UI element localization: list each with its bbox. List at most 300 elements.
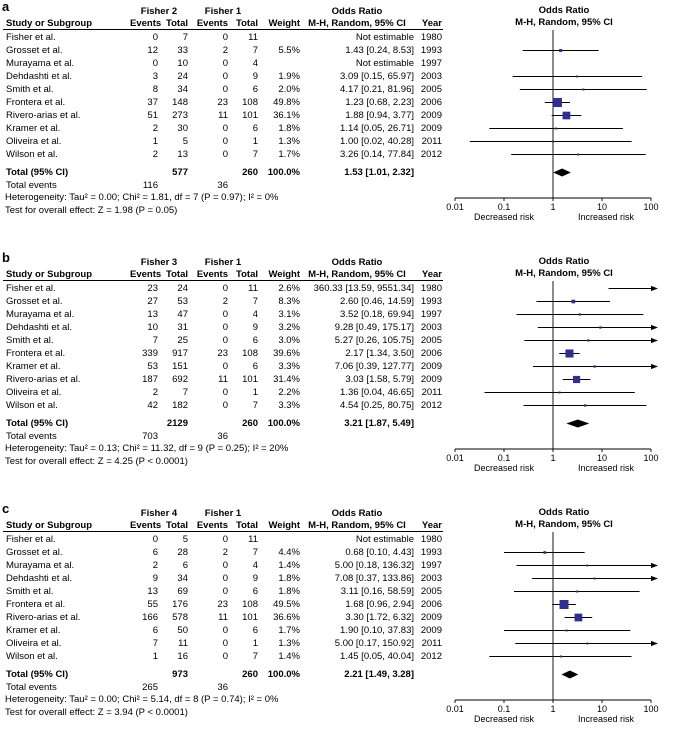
events2-value: 0 [222,638,228,649]
effect-square [582,89,584,91]
year-value: 2006 [420,348,442,359]
plot-ci-method-header: M-H, Random, 95% CI [515,17,613,28]
events2-value: 0 [222,149,228,160]
ci-value: 1.43 [0.24, 8.53] [345,45,414,56]
study-row [0,559,442,572]
header-divider [3,531,443,532]
group1-header: Fisher 3 [140,257,178,268]
total1-value: 7 [182,387,188,398]
ci-value: 3.11 [0.16, 58.59] [340,586,414,597]
ci-value: 1.68 [0.96, 2.94] [345,599,414,610]
weight-value: 1.8% [278,573,300,584]
weight-sum: 100.0% [267,167,300,178]
events1-value: 0 [152,534,158,545]
study-name: Kramer et al. [6,123,61,134]
total-events2: 36 [217,682,228,693]
heterogeneity-text: Heterogeneity: Tau² = 0.13; Chi² = 11.32, df = 9 (P = 0.25); I² = 20% [5,443,289,454]
total1-value: 25 [177,335,188,346]
total2-value: 101 [242,374,258,385]
events2-value: 0 [222,651,228,662]
study-name: Grosset et al. [6,296,63,307]
total1-sum: 577 [172,167,188,178]
year-value: 2003 [420,573,442,584]
forest-panel-a [0,1,685,250]
odds-ratio-header: Odds Ratio [331,6,383,17]
total1-value: 16 [177,651,188,662]
weight-value: 3.3% [278,361,300,372]
total2-value: 7 [252,547,258,558]
events2-value: 0 [222,32,228,43]
axis-tick-label: 100 [643,704,659,714]
events1-value: 3 [152,71,158,82]
total-events-row [0,179,442,192]
total1-value: 578 [172,612,188,623]
ci-value: 1.36 [0.04, 46.65] [340,387,414,398]
total-events1: 703 [142,431,158,442]
effect-square [586,565,588,567]
ci-value: 1.45 [0.05, 40.04] [340,651,414,662]
study-name: Smith et al. [6,335,54,346]
total1-value: 692 [172,374,188,385]
total1-value: 273 [172,110,188,121]
events1-value: 12 [147,45,158,56]
total-row [0,417,442,430]
ci-value: 360.33 [13.59, 9551.34] [313,283,414,294]
weight-value: 3.2% [278,322,300,333]
ci-arrow-right [651,364,658,369]
events1-value: 187 [142,374,158,385]
total2-sum: 260 [242,418,258,429]
forest-plot-canvas [443,1,685,250]
axis-tick-label: 0.01 [446,202,464,212]
study-name: Frontera et al. [6,97,66,108]
events2-value: 0 [222,136,228,147]
effect-square [575,614,583,622]
study-row [0,148,442,161]
study-name: Fisher et al. [6,534,56,545]
total1-value: 53 [177,296,188,307]
events1-value: 339 [142,348,158,359]
study-row [0,83,442,96]
study-name: Smith et al. [6,586,54,597]
ci-value: 4.17 [0.21, 81.96] [340,84,414,95]
study-name: Kramer et al. [6,361,61,372]
year-value: 2011 [421,638,442,649]
total-ci-value: 1.53 [1.01, 2.32] [344,167,414,178]
ci-value: 3.09 [0.15, 65.97] [340,71,414,82]
ci-arrow-right [651,641,658,646]
events1-value: 7 [152,335,158,346]
total-diamond [566,420,589,428]
weight-value: 36.6% [273,612,300,623]
study-name: Frontera et al. [6,348,66,359]
study-name: Dehdashti et al. [6,71,73,82]
plot-ci-method-header: M-H, Random, 95% CI [515,268,613,279]
effect-square [573,376,580,383]
ci-value: 1.23 [0.68, 2.23] [345,97,414,108]
weight-col-header: Weight [268,520,300,531]
study-row [0,611,442,624]
ci-value: 7.08 [0.37, 133.86] [334,573,414,584]
events1-value: 6 [152,547,158,558]
ci-value: 1.88 [0.94, 3.77] [345,110,414,121]
events1-value: 7 [152,638,158,649]
ci-col-header: M-H, Random, 95% CI [308,269,406,280]
study-row [0,109,442,122]
study-name: Murayama et al. [6,58,75,69]
year-value: 1997 [420,309,442,320]
total1-value: 28 [177,547,188,558]
weight-value: 31.4% [273,374,300,385]
total2-value: 6 [252,625,258,636]
overall-effect-text: Test for overall effect: Z = 4.25 (P < 0.0001) [5,456,188,467]
events1-value: 2 [152,149,158,160]
total-events1: 265 [142,682,158,693]
study-row [0,386,442,399]
total2-value: 7 [252,149,258,160]
year-col-header: Year [421,520,442,531]
total-row [0,668,442,681]
ci-value: 0.68 [0.10, 4.43] [345,547,414,558]
weight-value: 8.3% [278,296,300,307]
header-divider [3,280,443,281]
group1-header: Fisher 2 [140,6,178,17]
study-row [0,572,442,585]
study-name: Grosset et al. [6,547,63,558]
ci-value: 1.14 [0.05, 26.71] [340,123,414,134]
events2-value: 0 [222,361,228,372]
weight-value: 5.5% [278,45,300,56]
weight-value: 49.8% [273,97,300,108]
effect-square [543,551,546,554]
events2-value: 2 [222,296,228,307]
weight-sum: 100.0% [267,669,300,680]
events1-value: 0 [152,58,158,69]
panel-letter: c [2,501,10,516]
study-row [0,585,442,598]
total2-value: 108 [242,599,258,610]
total-row [0,166,442,179]
total2-value: 108 [242,348,258,359]
year-value: 1993 [420,547,442,558]
study-row [0,295,442,308]
events1-value: 2 [152,387,158,398]
weight-value: 1.3% [278,136,300,147]
ci-value: Not estimable [355,58,414,69]
study-name: Dehdashti et al. [6,573,73,584]
total2-value: 11 [248,534,258,545]
total2-value: 1 [252,638,258,649]
events1-value: 27 [147,296,158,307]
study-row [0,360,442,373]
odds-ratio-header: Odds Ratio [331,508,383,519]
year-value: 2011 [421,387,442,398]
total-ci-value: 3.21 [1.87, 5.49] [344,418,414,429]
total-label: Total (95% CI) [6,669,69,680]
study-name: Oliveira et al. [6,136,62,147]
year-value: 2009 [420,123,442,134]
panel-letter: a [2,0,10,14]
total1-value: 917 [172,348,188,359]
axis-right-label: Increased risk [577,212,635,222]
events1-col-header: Events [130,269,162,280]
total2-value: 6 [252,586,258,597]
study-row [0,308,442,321]
total1-col-header: Total [166,18,188,29]
ci-value: 5.00 [0.17, 150.92] [334,638,414,649]
study-name: Frontera et al. [6,599,66,610]
axis-tick-label: 0.01 [446,704,464,714]
axis-right-label: Increased risk [577,714,635,724]
year-value: 1980 [420,534,442,545]
year-value: 1997 [420,560,442,571]
study-name: Wilson et al. [6,400,58,411]
year-value: 2005 [420,84,442,95]
total1-value: 6 [182,560,188,571]
overall-effect-text: Test for overall effect: Z = 1.98 (P = 0.05) [5,205,178,216]
events1-value: 0 [152,32,158,43]
study-name: Fisher et al. [6,283,56,294]
axis-left-label: Decreased risk [473,463,535,473]
total2-value: 9 [252,322,258,333]
total2-value: 6 [252,335,258,346]
events1-value: 6 [152,625,158,636]
year-value: 2003 [420,322,442,333]
total1-value: 182 [172,400,188,411]
events2-value: 0 [222,387,228,398]
total2-value: 7 [252,296,258,307]
year-value: 2009 [420,612,442,623]
ci-col-header: M-H, Random, 95% CI [308,520,406,531]
total1-value: 5 [182,136,188,147]
forest-plot-canvas [443,503,685,752]
year-value: 2009 [420,110,442,121]
axis-right-label: Increased risk [577,463,635,473]
weight-value [258,533,300,546]
axis-tick-label: 10 [596,453,608,463]
total2-value: 4 [252,58,258,69]
plot-ci-method-header: M-H, Random, 95% CI [515,519,613,530]
total-diamond [561,671,578,679]
ci-value: 5.00 [0.18, 136.32] [334,560,414,571]
axis-tick-label: 0.1 [497,453,511,463]
ci-value: Not estimable [355,534,414,545]
axis-tick-label: 1 [550,704,556,714]
total-ci-value: 2.21 [1.49, 3.28] [344,669,414,680]
events1-value: 53 [147,361,158,372]
study-name: Murayama et al. [6,560,75,571]
study-row [0,624,442,637]
year-value: 2006 [420,599,442,610]
heterogeneity-text: Heterogeneity: Tau² = 0.00; Chi² = 1.81, df = 7 (P = 0.97); I² = 0% [5,192,279,203]
total1-value: 47 [177,309,188,320]
weight-col-header: Weight [268,269,300,280]
events2-value: 0 [222,71,228,82]
total1-value: 24 [177,71,188,82]
total-events-label: Total events [6,431,57,442]
total1-value: 176 [172,599,188,610]
ci-value: 2.17 [1.34, 3.50] [345,348,414,359]
total1-value: 13 [177,149,188,160]
year-value: 2006 [420,97,442,108]
effect-square [593,365,595,367]
year-value: 1980 [420,283,442,294]
study-row [0,546,442,559]
year-value: 2003 [420,71,442,82]
events1-value: 51 [147,110,158,121]
ci-value: 2.60 [0.46, 14.59] [340,296,414,307]
events2-value: 0 [222,560,228,571]
total1-value: 148 [172,97,188,108]
total2-col-header: Total [236,520,258,531]
total2-value: 4 [252,560,258,571]
effect-square [576,591,578,593]
events2-value: 23 [217,348,228,359]
events1-col-header: Events [130,520,162,531]
total1-sum: 973 [172,669,188,680]
study-name: Rivero-arias et al. [6,374,81,385]
study-name: Rivero-arias et al. [6,110,81,121]
effect-square [560,656,562,658]
effect-square [599,326,601,328]
events1-value: 1 [152,136,158,147]
weight-value: 36.1% [273,110,300,121]
weight-value: 1.4% [278,651,300,662]
effect-square [571,300,575,304]
weight-value: 2.2% [278,387,300,398]
year-value: 2009 [420,374,442,385]
total-events-label: Total events [6,180,57,191]
events1-value: 9 [152,573,158,584]
ci-value: 4.54 [0.25, 80.75] [340,400,414,411]
events2-value: 11 [218,612,228,623]
study-name: Smith et al. [6,84,54,95]
axis-tick-label: 1 [550,453,556,463]
study-name: Fisher et al. [6,32,56,43]
events2-value: 2 [222,547,228,558]
plot-odds-ratio-header: Odds Ratio [538,507,590,518]
total-events-label: Total events [6,682,57,693]
weight-value: 1.4% [278,560,300,571]
study-row [0,31,442,44]
group2-header: Fisher 1 [204,6,242,17]
total2-value: 1 [252,136,258,147]
axis-tick-label: 10 [596,202,608,212]
events1-value: 13 [147,586,158,597]
weight-value: 3.1% [278,309,300,320]
events2-value: 11 [218,110,228,121]
total1-value: 34 [177,573,188,584]
year-value: 2012 [420,400,442,411]
study-row [0,96,442,109]
total2-value: 9 [252,573,258,584]
effect-square [586,643,588,645]
events2-value: 2 [222,45,228,56]
study-name: Wilson et al. [6,149,58,160]
year-value: 2005 [420,335,442,346]
ci-value: 3.26 [0.14, 77.84] [340,149,414,160]
events1-value: 23 [147,283,158,294]
total1-value: 7 [182,32,188,43]
total2-value: 4 [252,309,258,320]
events1-value: 8 [152,84,158,95]
ci-value: 3.30 [1.72, 6.32] [345,612,414,623]
study-name: Oliveira et al. [6,387,62,398]
axis-left-label: Decreased risk [473,714,535,724]
total1-value: 34 [177,84,188,95]
plot-odds-ratio-header: Odds Ratio [538,5,590,16]
study-name: Wilson et al. [6,651,58,662]
effect-square [594,578,596,580]
study-row [0,334,442,347]
effect-square [560,600,569,609]
total-diamond [553,169,571,177]
total1-value: 11 [178,638,188,649]
events2-value: 0 [222,123,228,134]
total-label: Total (95% CI) [6,418,69,429]
ci-value: 1.00 [0.02, 40.28] [340,136,414,147]
year-col-header: Year [421,269,442,280]
total2-sum: 260 [242,167,258,178]
total1-col-header: Total [166,269,188,280]
study-name: Oliveira et al. [6,638,62,649]
total1-value: 31 [177,322,188,333]
total1-value: 10 [177,58,188,69]
study-row [0,282,442,295]
total1-value: 24 [177,283,188,294]
events2-value: 0 [222,309,228,320]
events1-value: 2 [152,123,158,134]
events2-value: 0 [222,586,228,597]
weight-value: 2.0% [278,84,300,95]
total1-value: 50 [177,625,188,636]
year-value: 2011 [421,136,442,147]
total-label: Total (95% CI) [6,167,69,178]
effect-square [563,112,571,120]
axis-tick-label: 1 [550,202,556,212]
events2-col-header: Events [196,520,228,531]
ci-value: 9.28 [0.49, 175.17] [334,322,414,333]
events1-value: 42 [147,400,158,411]
total2-value: 9 [252,71,258,82]
weight-value: 1.8% [278,123,300,134]
ci-arrow-right [651,338,658,343]
study-col-header: Study or Subgroup [6,269,93,280]
events2-col-header: Events [196,18,228,29]
total1-col-header: Total [166,520,188,531]
effect-square [577,154,579,156]
effect-square [566,630,568,632]
panel-letter: b [2,250,10,265]
events1-value: 2 [152,560,158,571]
events2-col-header: Events [196,269,228,280]
total2-value: 101 [242,612,258,623]
total-events2: 36 [217,431,228,442]
weight-value: 2.6% [278,283,300,294]
effect-square [579,313,581,315]
plot-odds-ratio-header: Odds Ratio [538,256,590,267]
overall-effect-text: Test for overall effect: Z = 3.94 (P < 0.0001) [5,707,188,718]
weight-value: 4.4% [278,547,300,558]
year-value: 1993 [420,296,442,307]
total2-value: 6 [252,123,258,134]
total1-value: 33 [177,45,188,56]
events2-value: 0 [222,534,228,545]
year-value: 2009 [420,361,442,372]
year-value: 1993 [420,45,442,56]
weight-value: 1.9% [278,71,300,82]
effect-square [565,349,573,357]
